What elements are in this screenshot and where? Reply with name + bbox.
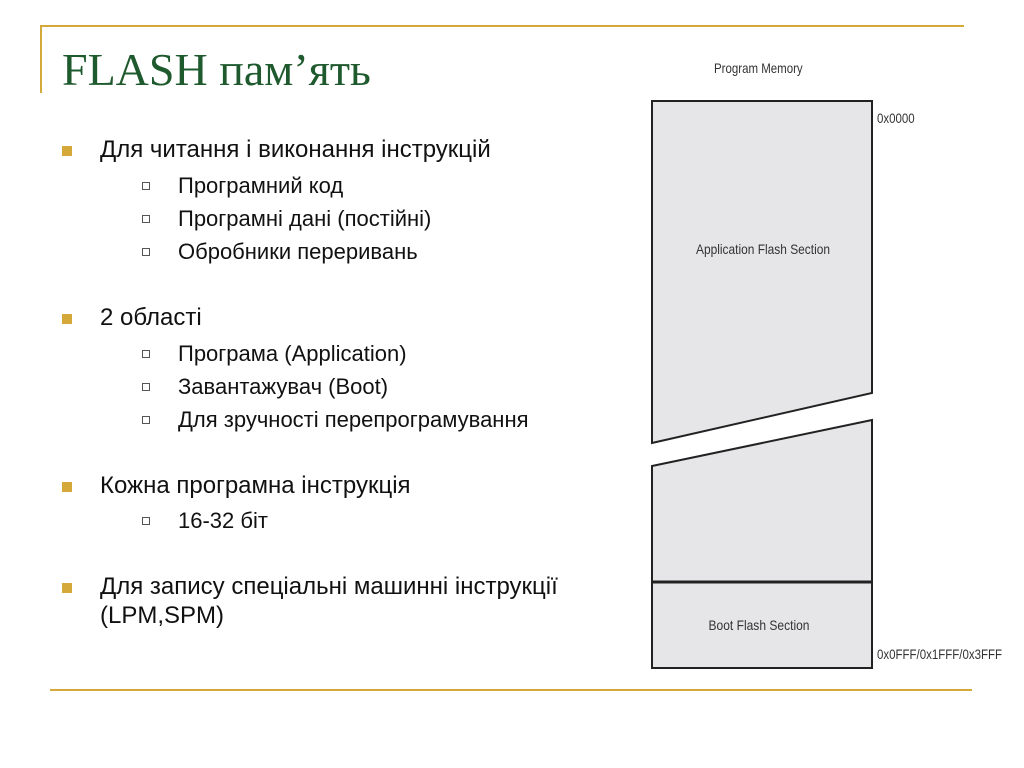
sub-item-text: Програма (Application) xyxy=(178,340,407,366)
sub-item-text: Програмний код xyxy=(178,172,344,198)
memory-map-title: Program Memory xyxy=(714,60,803,76)
boot-section-label: Boot Flash Section xyxy=(708,617,810,633)
sub-item-text: Для зручності перепрограмування xyxy=(178,406,529,432)
bullet-text: Кожна програмна інструкція xyxy=(100,471,411,499)
sub-item-text: Обробники переривань xyxy=(178,238,418,264)
application-section-upper xyxy=(652,101,872,443)
sub-item-text: Програмні дані (постійні) xyxy=(178,205,432,231)
application-section-label: Application Flash Section xyxy=(696,241,830,257)
end-address-label: 0x0FFF/0x1FFF/0x3FFF xyxy=(877,646,1003,662)
sub-item-text: Завантажувач (Boot) xyxy=(178,373,389,399)
sub-item-text: 16-32 біт xyxy=(178,508,268,534)
page-title: FLASH пам’ять xyxy=(62,44,371,95)
bullet-text: Для читання і виконання інструкцій xyxy=(100,136,491,163)
start-address-label: 0x0000 xyxy=(877,110,915,126)
application-section-lower xyxy=(652,420,872,582)
bullet-text: Для запису спеціальні машинні інструкції (LPM,SPM) xyxy=(100,573,558,630)
bullet-text: 2 області xyxy=(100,303,202,331)
